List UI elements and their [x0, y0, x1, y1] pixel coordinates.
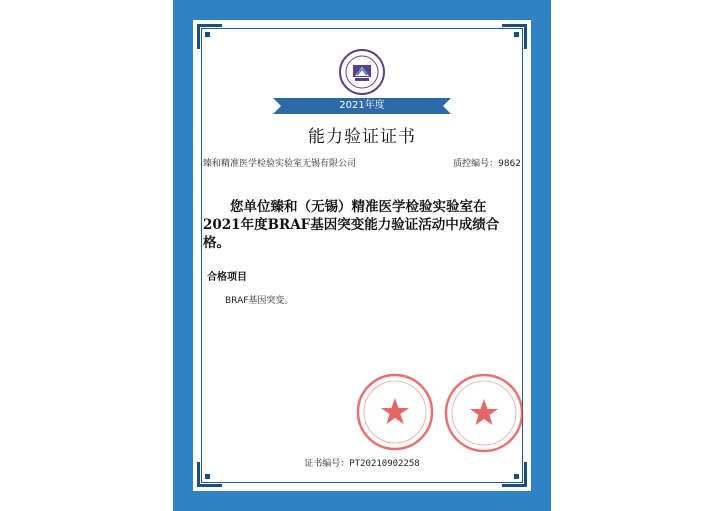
qualified-items-label: 合格项目 — [207, 272, 247, 283]
lab-name: 臻和精准医学检验实验室无锡有限公司 — [203, 159, 357, 169]
qc-number: 质控编号：9862 — [453, 159, 521, 169]
certificate-paper — [193, 20, 531, 491]
year-ribbon: 2021年度 — [339, 100, 385, 111]
qualified-item: BRAF基因突变。 — [225, 296, 294, 306]
certificate-title: 能力验证证书 — [308, 127, 416, 147]
certificate-statement: 您单位臻和（无锡）精准医学检验实验室在2021年度BRAF基因突变能力验证活动中成绩合格。 — [203, 199, 500, 251]
corner-square — [205, 474, 210, 479]
certificate-number: 证书编号：PT20210902258 — [304, 459, 420, 469]
corner-square — [514, 474, 519, 479]
corner-square — [205, 32, 210, 37]
corner-square — [514, 32, 519, 37]
certificate-border — [173, 0, 551, 511]
sccl-logo-icon — [338, 48, 386, 96]
red-seal-icon — [443, 372, 525, 454]
red-seal-icon — [355, 372, 435, 452]
